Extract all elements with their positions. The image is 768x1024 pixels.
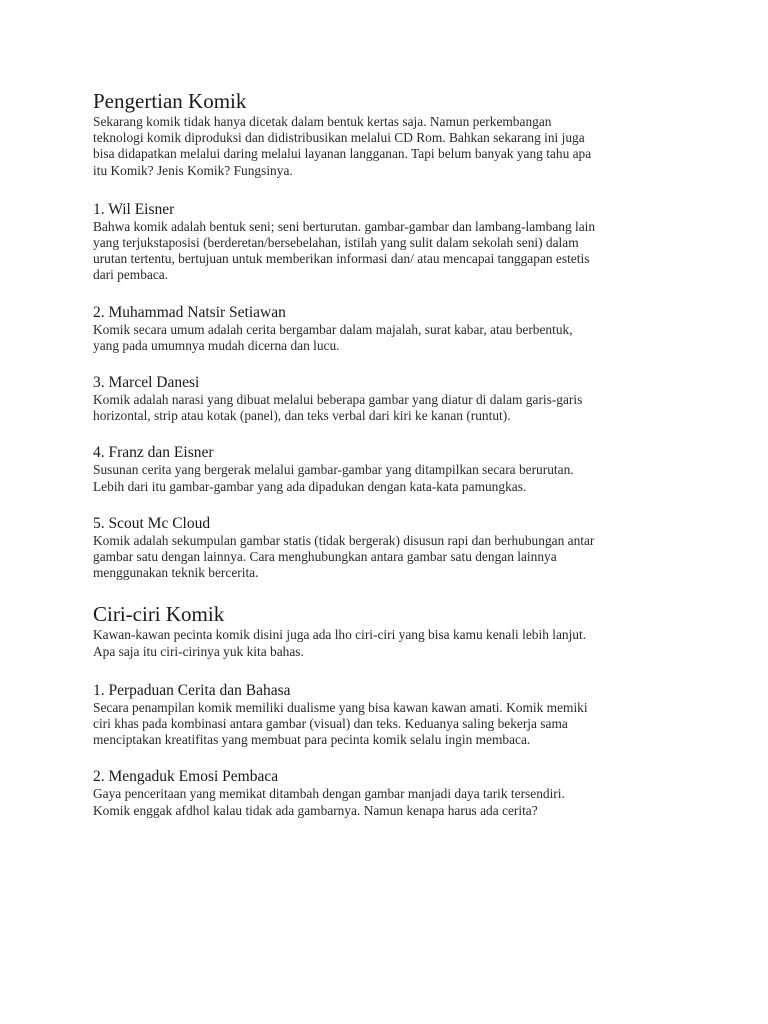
item-paragraph — [93, 219, 683, 284]
text-line: Bahwa komik adalah bentuk seni; seni berturutan. gambar-gambar dan lambang-lambang lain — [93, 218, 596, 234]
intro-paragraph — [93, 114, 683, 179]
text-line: Sekarang komik tidak hanya dicetak dalam bentuk kertas saja. Namun perkembangan — [93, 114, 552, 129]
definition-item — [93, 444, 683, 494]
text-line: menciptakan kreatifitas yang membuat para pecinta komik selalu ingin membaca. — [93, 732, 531, 748]
document-page — [93, 88, 683, 819]
item-heading: 5. Scout Mc Cloud — [93, 514, 211, 532]
definition-item — [93, 201, 683, 284]
text-line: itu Komik? Jenis Komik? Fungsinya. — [93, 162, 293, 178]
item-heading: 2. Mengaduk Emosi Pembaca — [93, 768, 279, 786]
text-line: Lebih dari itu gambar-gambar yang ada dipadukan dengan kata-kata pamungkas. — [93, 478, 527, 494]
characteristic-item — [93, 768, 683, 818]
section-ciri-ciri-komik — [93, 601, 683, 818]
text-line: teknologi komik diproduksi dan didistribusikan melalui CD Rom. Bahkan sekarang ini juga — [93, 130, 585, 146]
text-line: bisa didapatkan melalui daring melalui layanan langganan. Tapi belum banyak yang tahu apa — [93, 146, 592, 162]
item-heading: 1. Wil Eisner — [93, 200, 175, 218]
item-heading: 2. Muhammad Natsir Setiawan — [93, 303, 286, 321]
text-line: urutan tertentu, bertujuan untuk memberikan informasi dan/ atau mencapai tanggapan estetis — [93, 251, 590, 267]
text-line: ciri khas pada kombinasi antara gambar (visual) dan teks. Keduanya saling bekerja sama — [93, 716, 568, 732]
text-line: yang pada umumnya mudah dicerna dan lucu. — [93, 337, 340, 353]
definition-item — [93, 304, 683, 354]
item-heading: 3. Marcel Danesi — [93, 374, 200, 392]
section-title: Ciri-ciri Komik — [93, 602, 225, 627]
text-line: gambar satu dengan lainnya. Cara menghubungkan antara gambar satu dengan lainnya — [93, 549, 557, 565]
section-title: Pengertian Komik — [93, 89, 247, 113]
text-line: dari pembaca. — [93, 267, 169, 283]
item-paragraph — [93, 700, 683, 749]
text-line: menggunakan teknik bercerita. — [93, 565, 259, 581]
text-line: Secara penampilan komik memiliki dualisme yang bisa kawan kawan amati. Komik memiki — [93, 699, 588, 715]
text-line: Komik enggak afdhol kalau tidak ada gambarnya. Namun kenapa harus ada cerita? — [93, 802, 538, 818]
text-line: Kawan-kawan pecinta komik disini juga ada lho ciri-ciri yang bisa kamu kenali lebih lanjut. — [93, 627, 587, 643]
characteristic-item — [93, 682, 683, 749]
text-line: Komik adalah narasi yang dibuat melalui beberapa gambar yang diatur di dalam garis-garis — [93, 392, 583, 408]
text-line: Apa saja itu ciri-cirinya yuk kita bahas. — [93, 643, 304, 659]
text-line: Komik secara umum adalah cerita bergambar dalam majalah, surat kabar, atau berbentuk, — [93, 321, 573, 337]
definition-item — [93, 374, 683, 424]
text-line: Gaya penceritaan yang memikat ditambah dengan gambar manjadi daya tarik tersendiri. — [93, 786, 565, 802]
item-paragraph — [93, 322, 683, 354]
item-heading: 1. Perpaduan Cerita dan Bahasa — [93, 681, 291, 699]
item-paragraph — [93, 533, 683, 582]
item-paragraph — [93, 786, 683, 818]
item-heading: 4. Franz dan Eisner — [93, 444, 214, 462]
intro-paragraph — [93, 627, 683, 659]
definition-item — [93, 515, 683, 582]
item-paragraph — [93, 392, 683, 424]
section-pengertian-komik — [93, 88, 683, 581]
item-paragraph — [93, 462, 683, 494]
text-line: horizontal, strip atau kotak (panel), dan teks verbal dari kiri ke kanan (runtut). — [93, 408, 511, 424]
text-line: Susunan cerita yang bergerak melalui gambar-gambar yang ditampilkan secara berurutan. — [93, 462, 574, 478]
text-line: yang terjukstaposisi (berderetan/bersebelahan, istilah yang sulit dalam sekolah seni) dalam — [93, 235, 579, 251]
text-line: Komik adalah sekumpulan gambar statis (tidak bergerak) disusun rapi dan berhubungan antar — [93, 532, 595, 548]
